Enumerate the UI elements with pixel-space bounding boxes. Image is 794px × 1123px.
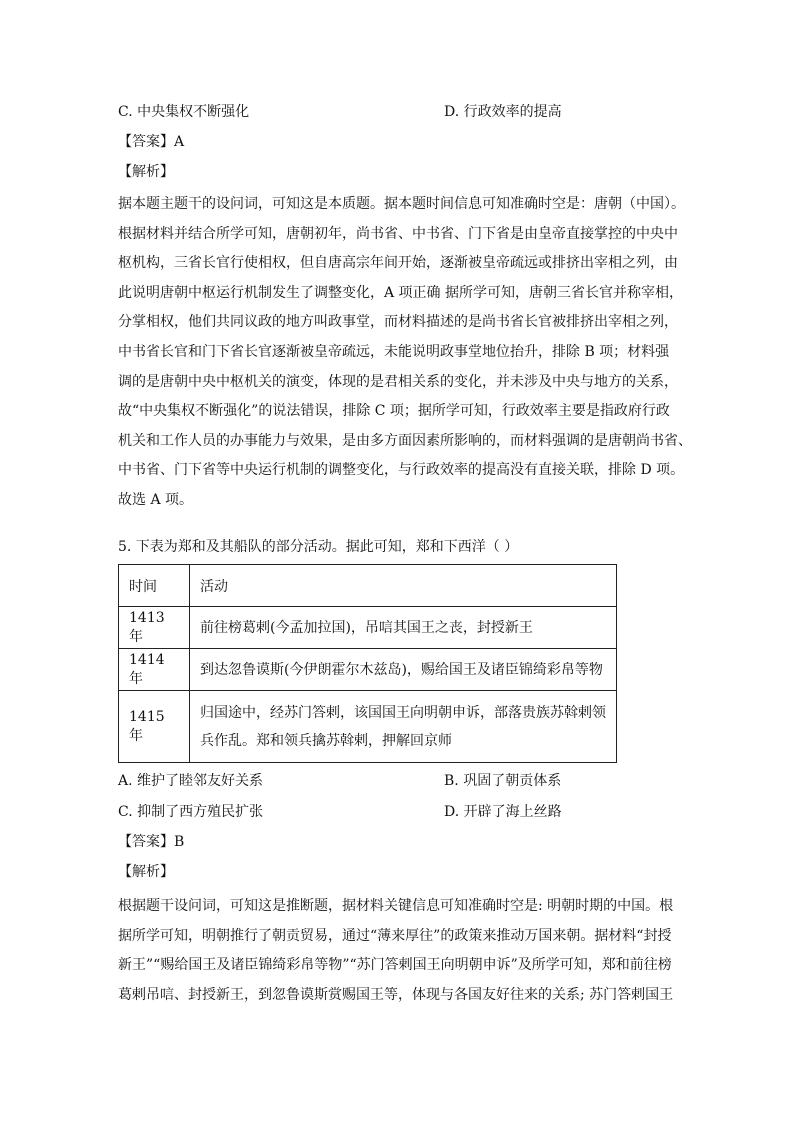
q4-analysis-text [118, 190, 692, 516]
analysis-line: 根据材料并结合所学可知，唐朝初年，尚书省、中书省、门下省是由皇帝直接掌控的中央中 [118, 225, 678, 242]
analysis-line: 中书省、门下省等中央运行机制的调整变化，与行政效率的提高没有直接关联，排除 D 项。 [118, 462, 685, 479]
analysis-line: 据所学可知，明朝推行了朝贡贸易，通过“薄来厚往”的政策来推动万国来朝。据材料“封授 [118, 927, 672, 944]
analysis-line: 分掌相权，他们共同议政的地方叫政事堂，而材料描述的是尚书省长官被排挤出宰相之列， [118, 314, 678, 331]
table-row [119, 607, 617, 649]
q5-option-c: C. 抑制了西方殖民扩张 [118, 804, 264, 820]
analysis-line: 枢机构，三省长官行使相权，但自唐高宗年间开始，逐渐被皇帝疏远或排挤出宰相之列，由 [118, 255, 678, 272]
table-cell-year: 1415 年 [119, 691, 190, 763]
q5-analysis-label: 【解析】 [118, 864, 174, 880]
table-row [119, 691, 617, 763]
analysis-line: 故“中央集权不断强化”的说法错误，排除 C 项；据所学可知，行政效率主要是指政府行政 [118, 403, 670, 420]
q5-option-a: A. 维护了睦邻友好关系 [118, 773, 264, 789]
table-cell-activity [190, 649, 617, 691]
q4-option-c: C. 中央集权不断强化 [118, 104, 250, 120]
q4-option-d: D. 行政效率的提高 [444, 104, 562, 120]
analysis-line: 根据题干设问词，可知这是推断题，据材料关键信息可知准确时空是: 明朝时期的中国。根 [118, 898, 674, 914]
activity-line: 前往榜葛剌(今孟加拉国)，吊唁其国王之丧，封授新王 [200, 619, 533, 636]
table-header-cell: 活动 [190, 565, 617, 607]
table-cell-year: 1413 年 [119, 607, 190, 649]
activity-line: 兵作乱。郑和领兵擒苏斡剌，押解回京师 [200, 732, 452, 749]
analysis-line: 调的是唐朝中央中枢机关的演变，体现的是君相关系的变化，并未涉及中央与地方的关系， [118, 373, 678, 390]
q5-option-d: D. 开辟了海上丝路 [444, 804, 562, 820]
table-cell-activity [190, 607, 617, 649]
q4-answer: 【答案】A [118, 134, 185, 150]
activity-line: 归国途中，经苏门答剌，该国国王向明朝申诉，部落贵族苏斡剌领 [200, 704, 606, 721]
q5-option-b: B. 巩固了朝贡体系 [444, 773, 562, 789]
q4-analysis-label: 【解析】 [118, 164, 174, 180]
q5-answer: 【答案】B [118, 834, 185, 850]
table-header-row [119, 565, 617, 607]
table-cell-activity [190, 691, 617, 763]
table-header-cell: 时间 [119, 565, 190, 607]
q5-analysis-text [118, 892, 684, 1010]
analysis-line: 新王”“赐给国王及诸臣锦绮彩帛等物”“苏门答剌国王向明朝申诉”及所学可知，郑和前往榜 [118, 957, 672, 974]
q5-activity-table [118, 564, 617, 763]
analysis-line: 据本题主题干的设问词，可知这是本质题。据本题时间信息可知准确时空是：唐朝（中国）。 [118, 196, 685, 212]
analysis-line: 故选 A 项。 [118, 491, 194, 508]
q5-stem: 5. 下表为郑和及其船队的部分活动。据此可知，郑和下西洋（ ） [118, 539, 519, 555]
analysis-line: 中书省长官和门下省长官逐渐被皇帝疏远，未能说明政事堂地位抬升，排除 B 项；材料强 [118, 343, 670, 360]
table-row [119, 649, 617, 691]
analysis-line: 葛剌吊唁、封授新王，到忽鲁谟斯赏赐国王等，体现与各国友好往来的关系; 苏门答剌国王 [118, 986, 674, 1003]
analysis-line: 机关和工作人员的办事能力与效果，是由多方面因素所影响的，而材料强调的是唐朝尚书省、 [118, 432, 692, 449]
table-cell-year: 1414 年 [119, 649, 190, 691]
analysis-line: 此说明唐朝中枢运行机制发生了调整变化，A 项正确 据所学可知，唐朝三省长官并称宰相， [118, 284, 684, 301]
activity-line: 到达忽鲁谟斯(今伊朗霍尔木兹岛)，赐给国王及诸臣锦绮彩帛等物 [200, 661, 603, 678]
